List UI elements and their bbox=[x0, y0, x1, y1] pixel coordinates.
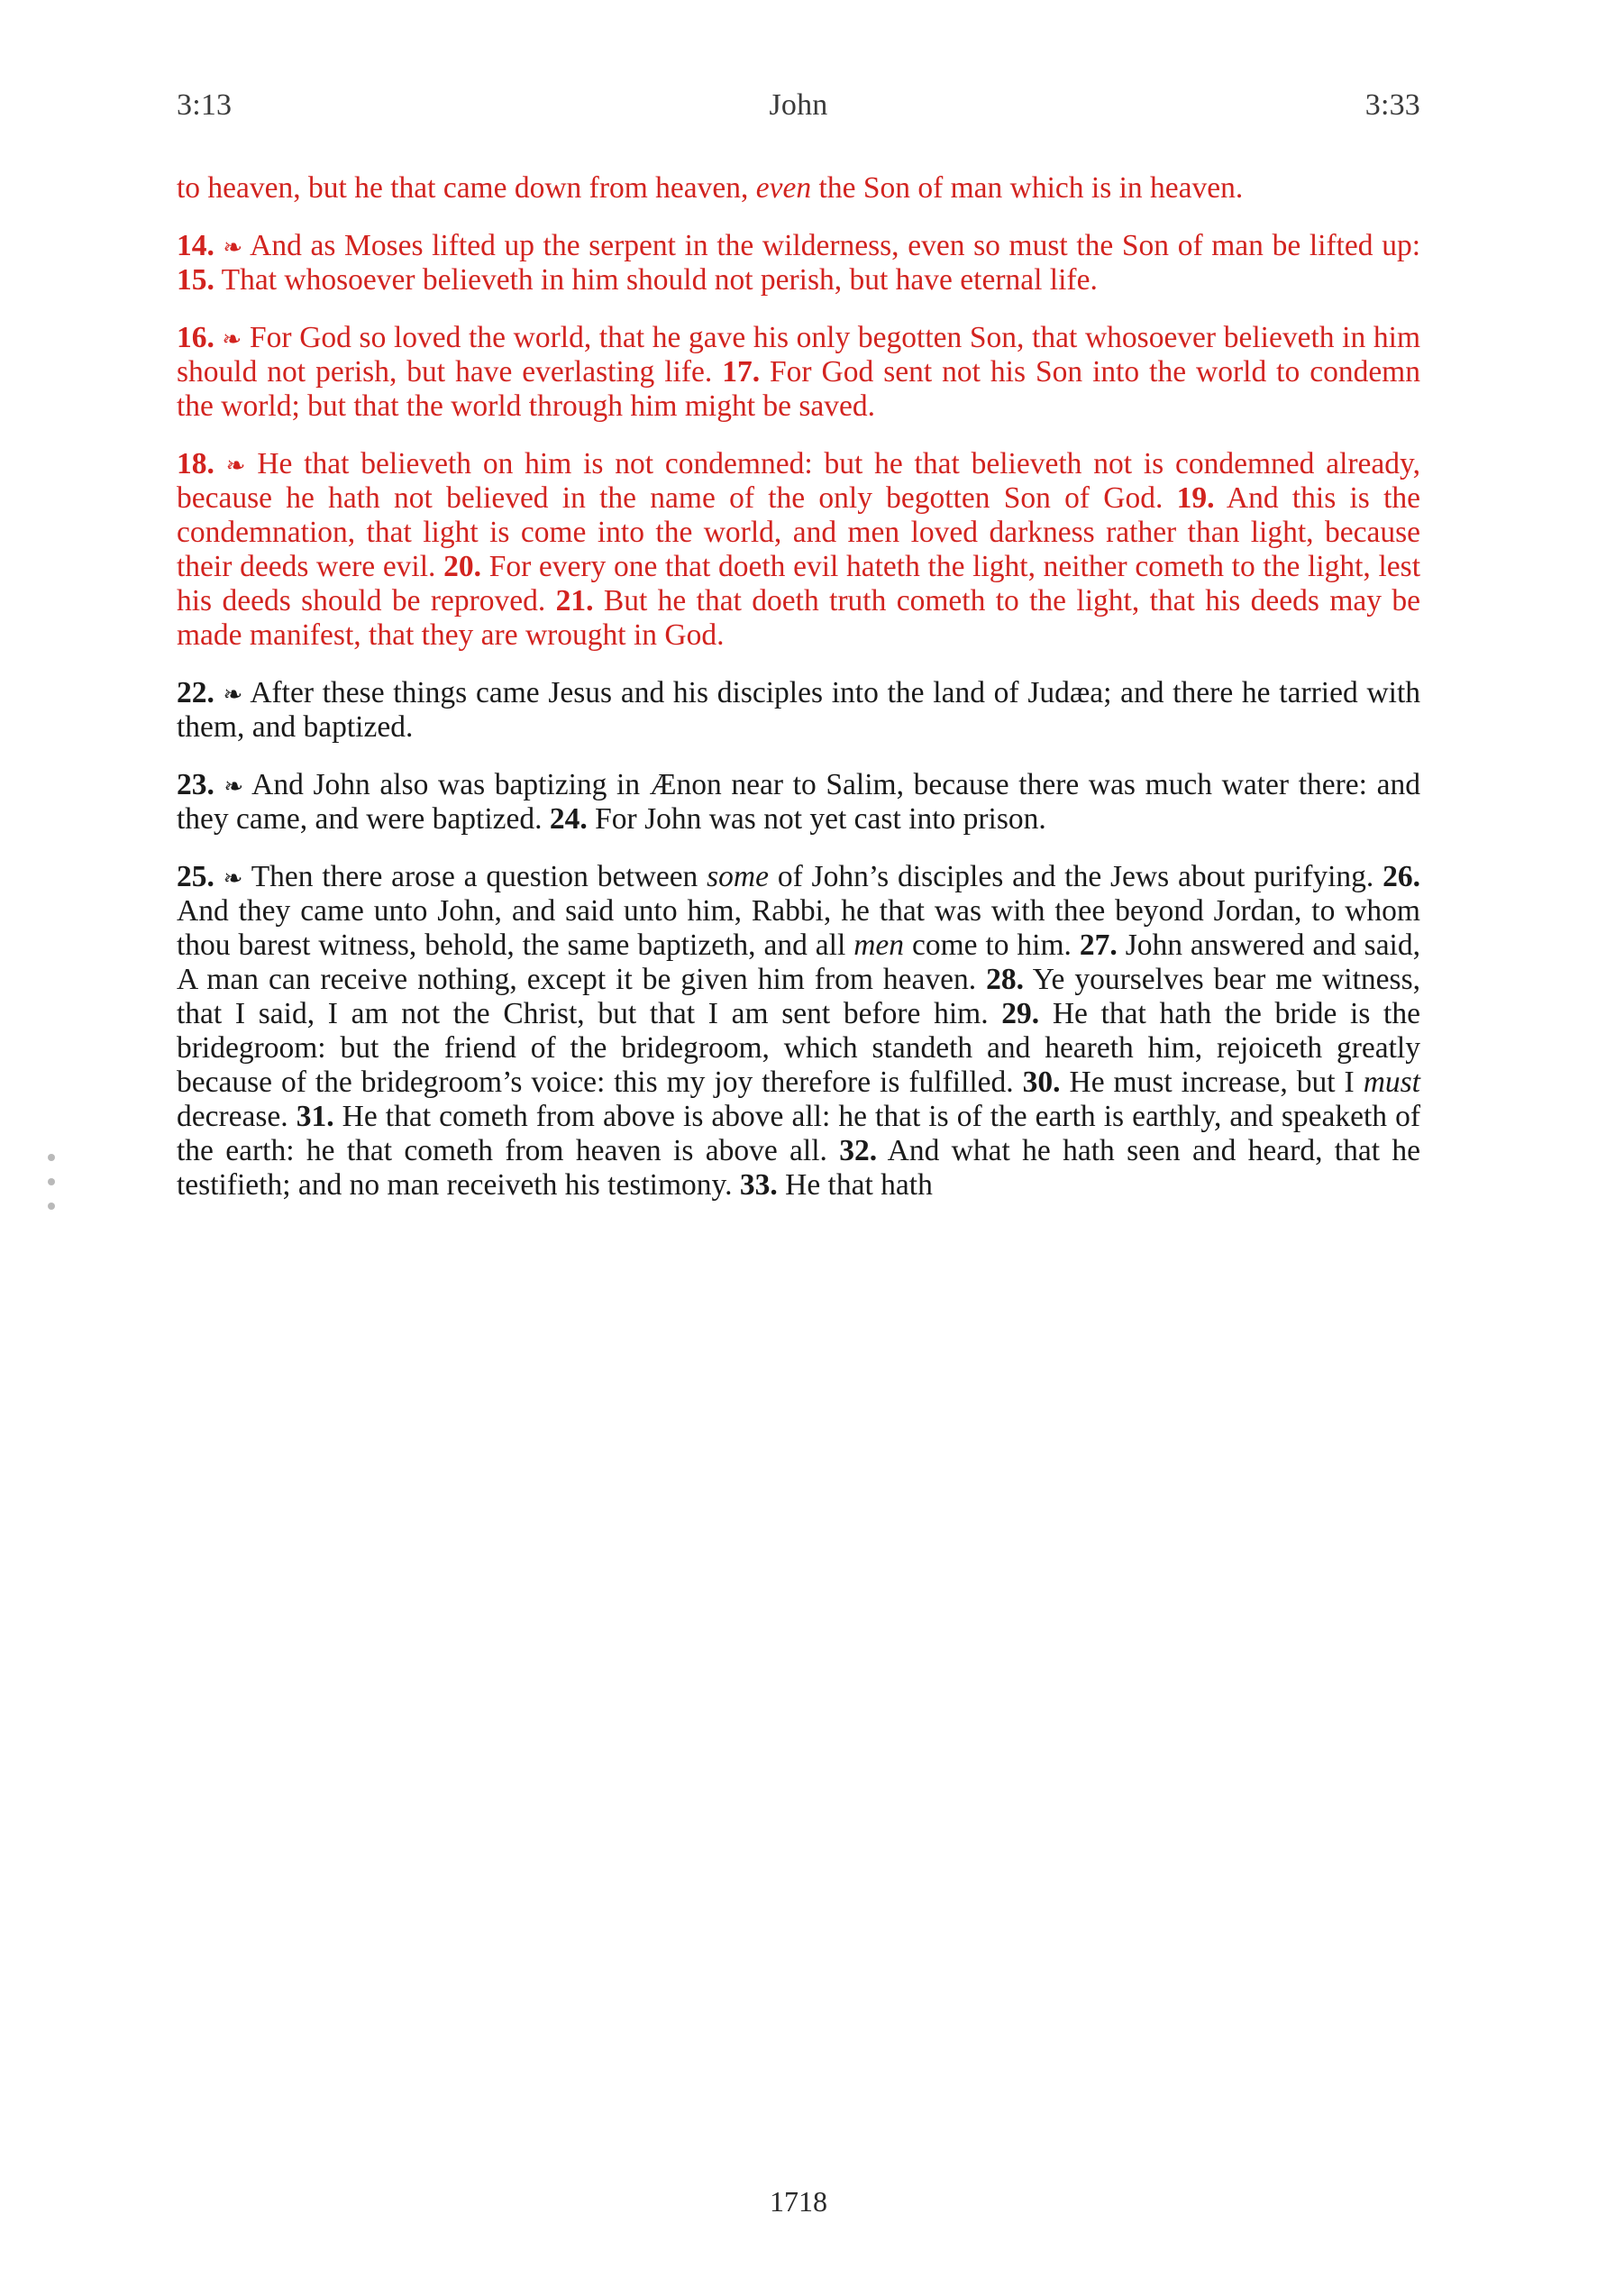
paragraph-verse-13-continuation: to heaven, but he that came down from heaven, even the Son of man which is in heaven. bbox=[177, 171, 1244, 205]
page-number: 1718 bbox=[770, 2185, 827, 2218]
running-head bbox=[177, 88, 1420, 130]
verse-number-17: 17. bbox=[722, 355, 761, 389]
verse-number-33: 33. bbox=[739, 1168, 778, 1203]
paragraph-verse-22: 22. ❧ After these things came Jesus and his disciples into the land of Judæa; and there he tarried with them, and baptized. bbox=[177, 676, 1421, 745]
paragraph-verses-16-17: 16. ❧ For God so loved the world, that he gave his only begotten Son, that whosoever believeth in him should not perish, but have everlasting life. 17. For God sent not his Son into the world to condemn the world; but that the world through him might be saved. bbox=[177, 321, 1421, 424]
verse-number-30: 30. bbox=[1022, 1066, 1061, 1100]
pilcrow-ornament-icon: ❧ bbox=[223, 234, 243, 262]
text-column bbox=[177, 171, 1420, 1203]
verse-number-14: 14. bbox=[177, 229, 214, 263]
verse-number-19: 19. bbox=[1176, 481, 1215, 516]
running-head-right-reference: 3:33 bbox=[1364, 88, 1420, 122]
verse-number-24: 24. bbox=[549, 802, 588, 837]
verse-number-18: 18. bbox=[177, 447, 214, 481]
pilcrow-ornament-icon: ❧ bbox=[225, 453, 246, 480]
verse-number-20: 20. bbox=[443, 550, 481, 584]
running-head-book-title: John bbox=[769, 88, 828, 122]
pilcrow-ornament-icon: ❧ bbox=[223, 681, 243, 709]
verse-number-21: 21. bbox=[555, 584, 594, 618]
verse-number-32: 32. bbox=[839, 1134, 878, 1168]
verse-number-22: 22. bbox=[177, 676, 214, 710]
running-head-left-reference: 3:13 bbox=[177, 88, 233, 122]
handle-dot-2 bbox=[48, 1178, 55, 1185]
paragraph-verses-23-24: 23. ❧ And John also was baptizing in Ænon near to Salim, because there was much water there: and they came, and were baptized. 24. For John was not yet cast into prison. bbox=[177, 768, 1420, 837]
verse-number-23: 23. bbox=[177, 768, 214, 802]
paragraph-verses-18-21: 18. ❧ He that believeth on him is not condemned: but he that believeth not is condemned already, because he hath not believed in the name of the only begotten Son of God. 19. And this is the condemnation, that light is come into the world, and men loved darkness rather than light, because their deeds were evil. 20. For every one that doeth evil hateth the light, neither cometh to the light, lest his deeds should be reproved. 21. But he that doeth truth cometh to the light, that his deeds may be made manifest, that they are wrought in God. bbox=[177, 447, 1421, 653]
verse-number-31: 31. bbox=[296, 1100, 334, 1134]
verse-number-27: 27. bbox=[1079, 928, 1118, 963]
paragraph-verses-25-33: 25. ❧ Then there arose a question between some of John’s disciples and the Jews about purifying. 26. And they came unto John, and said unto him, Rabbi, he that was with thee beyond Jordan, to whom thou barest witness, behold, the same baptizeth, and all men come to him. 27. John answered and said, A man can receive nothing, except it be given him from heaven. 28. Ye yourselves bear me witness, that I said, I am not the Christ, but that I am sent before him. 29. He that hath the bride is the bridegroom: but the friend of the bridegroom, which standeth and heareth him, rejoiceth greatly because of the bridegroom’s voice: this my joy therefore is fulfilled. 30. He must increase, but I must decrease. 31. He that cometh from above is above all: he that is of the earth is earthly, and speaketh of the earth: he that cometh from heaven is above all. 32. And what he hath seen and heard, that he testifieth; and no man receiveth his testimony. 33. He that hath bbox=[177, 860, 1420, 1203]
handle-dot-1 bbox=[48, 1154, 55, 1161]
verse-number-16: 16. bbox=[177, 321, 214, 355]
side-handle-dots[interactable] bbox=[47, 1154, 56, 1210]
handle-dot-3 bbox=[48, 1203, 55, 1210]
pilcrow-ornament-icon: ❧ bbox=[224, 773, 244, 801]
pilcrow-ornament-icon: ❧ bbox=[222, 326, 242, 354]
pilcrow-ornament-icon: ❧ bbox=[223, 865, 243, 893]
verse-number-25: 25. bbox=[177, 860, 214, 894]
verse-number-29: 29. bbox=[1001, 997, 1040, 1031]
verse-number-15: 15. bbox=[177, 263, 214, 297]
paragraph-verses-14-15: 14. ❧ And as Moses lifted up the serpent in the wilderness, even so must the Son of man be lifted up: 15. That whosoever believeth in him should not perish, but have eternal life. bbox=[177, 229, 1420, 297]
verse-number-28: 28. bbox=[986, 963, 1024, 997]
verse-number-26: 26. bbox=[1383, 860, 1420, 894]
